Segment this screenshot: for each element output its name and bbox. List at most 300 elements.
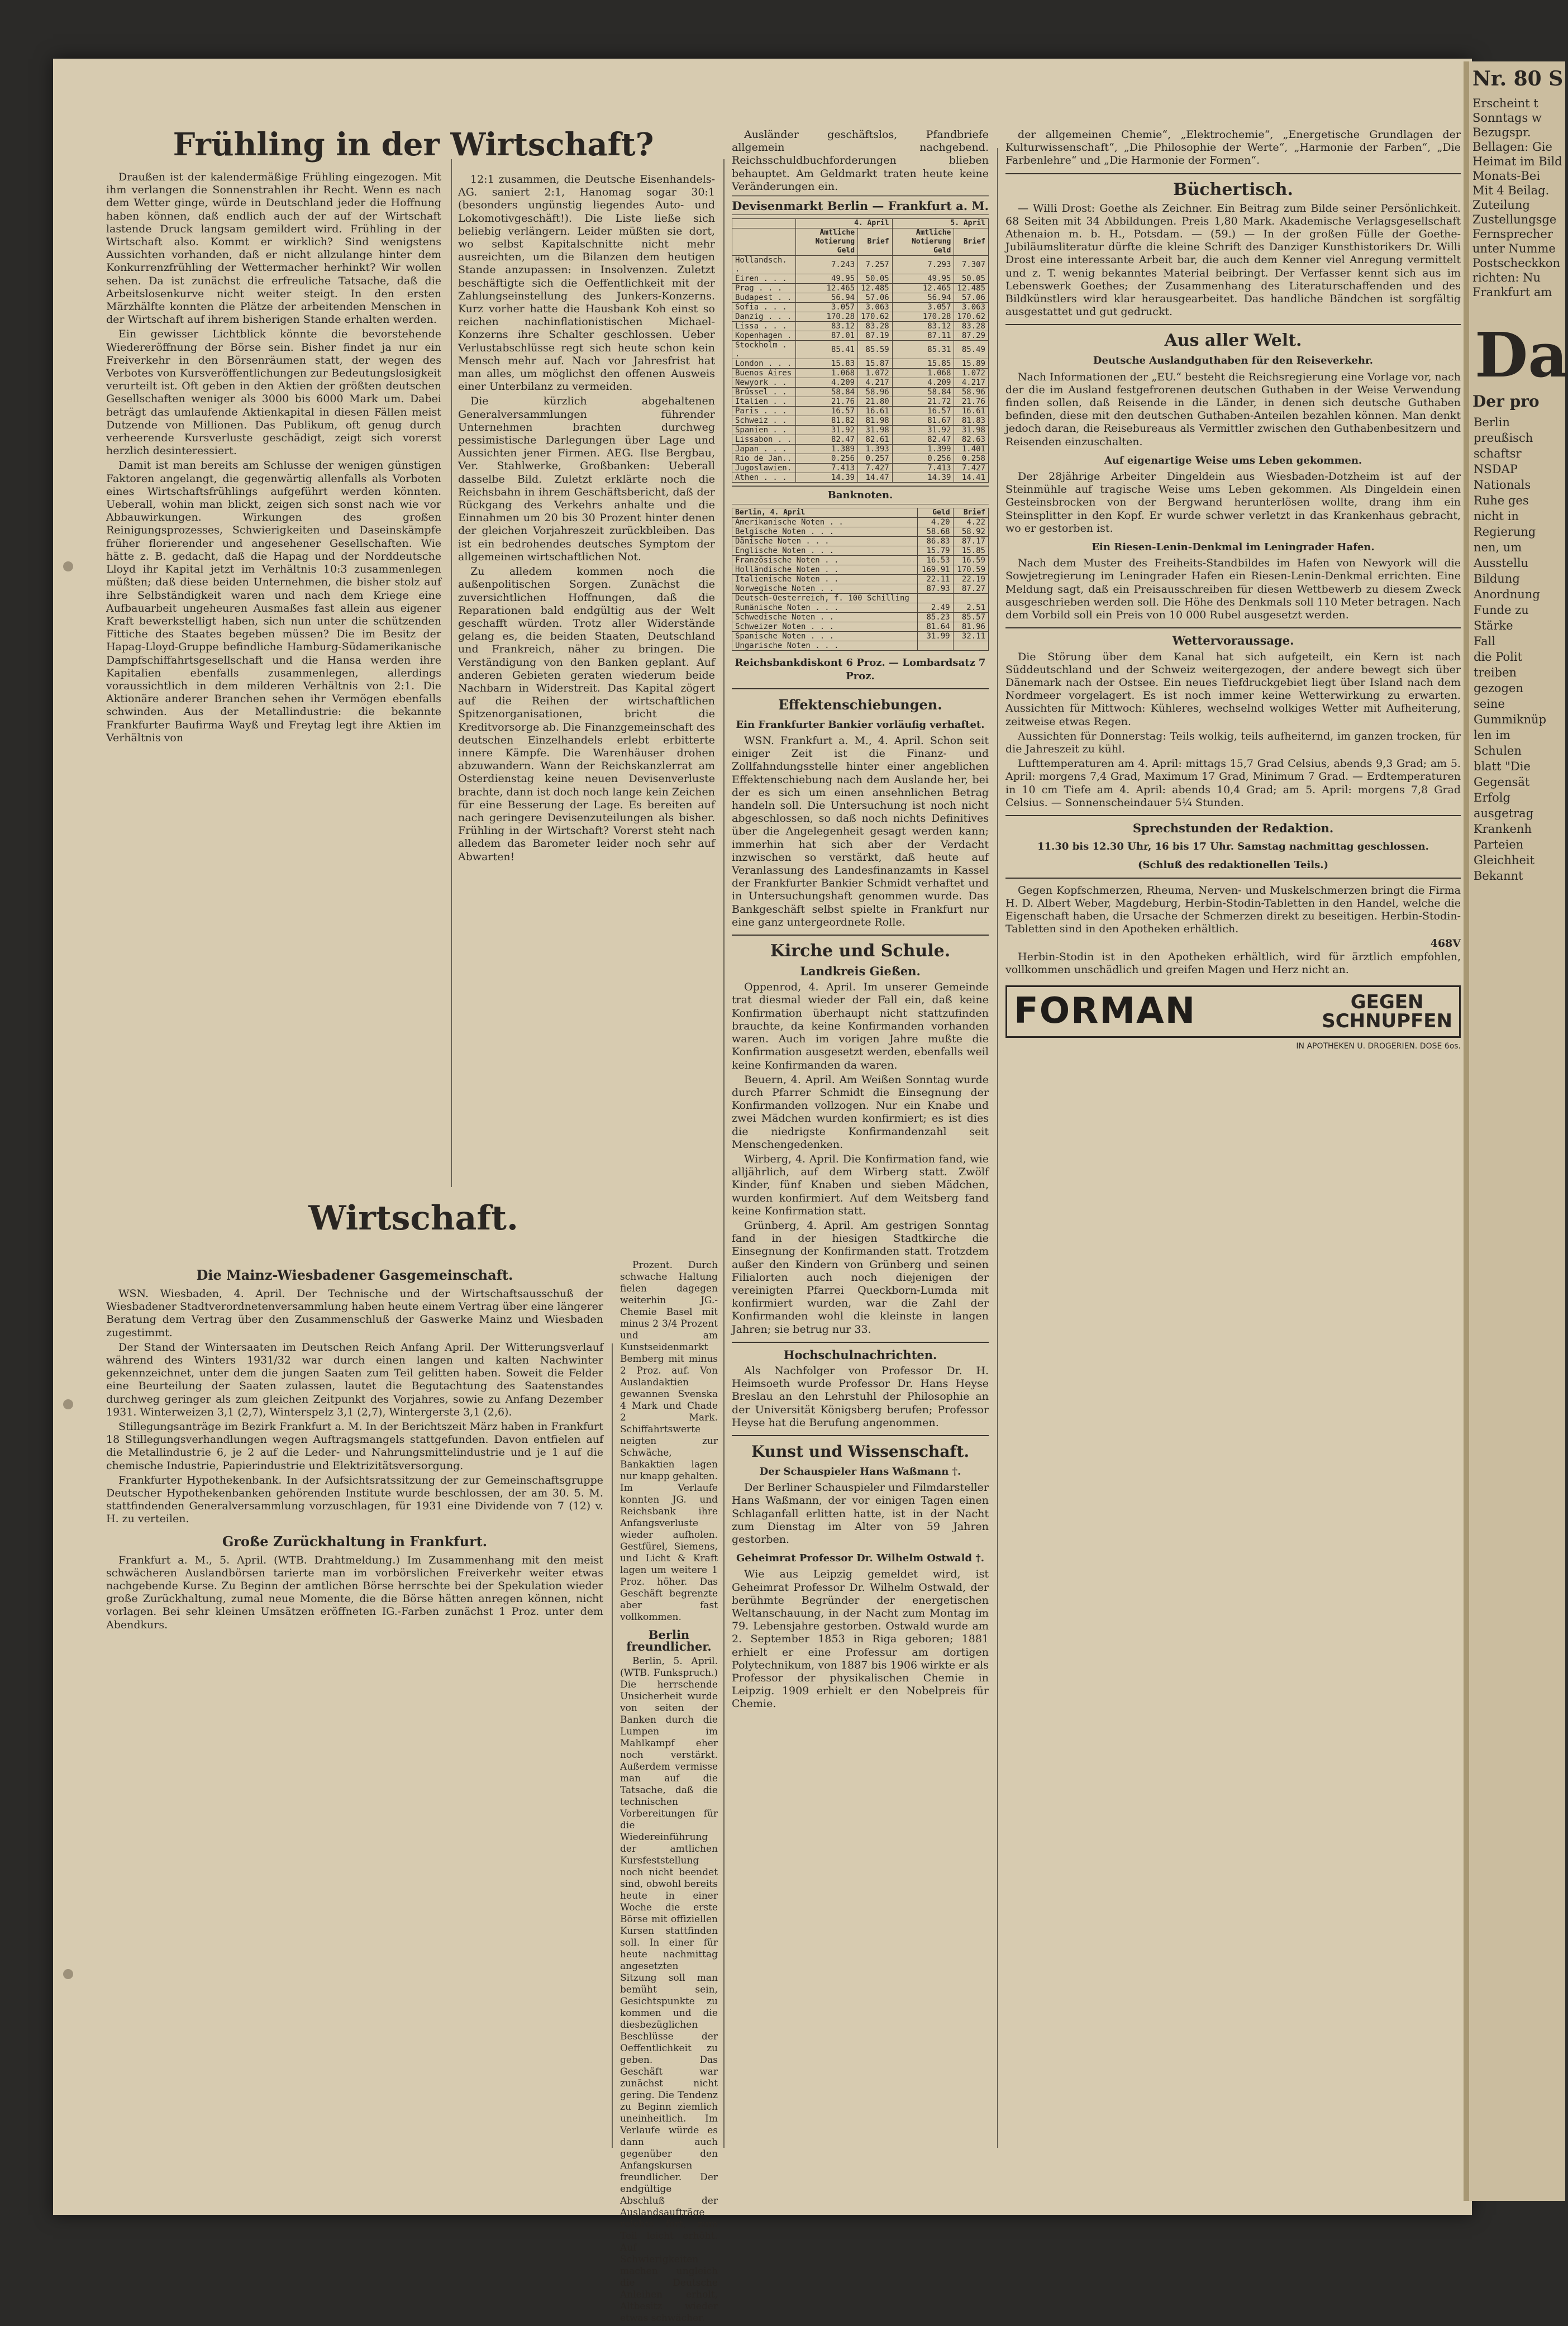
currency-label: Schweiz . . xyxy=(732,416,796,426)
banknoten-header: Berlin, 4. April xyxy=(732,508,918,518)
banknote-value: 32.11 xyxy=(953,632,988,641)
currency-label: Brüssel . . xyxy=(732,388,796,397)
rate-value: 16.57 xyxy=(892,407,954,416)
column-2 xyxy=(458,173,715,865)
banknoten-row xyxy=(732,632,989,641)
banknote-value: 22.19 xyxy=(953,575,988,584)
banknote-value: 87.93 xyxy=(918,584,953,594)
article-paragraph: Wie aus Leipzig gemeldet wird, ist Geheimrat Professor Dr. Wilhelm Ostwald, der berühmte Begründer der energetischen Weltanschauung, in der Nacht zum Montag im 79. Lebensjahre gestorben. Ostwald wurde am 2. September 1853 in Riga geboren; 1881 erhielt er eine Professur am dortigen Polytechnikum, von 1887 bis 1906 wirkte er als Professor der physikalischen Chemie in Leipzig. 1909 erhielt er den Nobelpreis für Chemie. xyxy=(732,1568,989,1710)
rate-value: 31.98 xyxy=(858,426,893,435)
rate-value: 1.389 xyxy=(796,445,858,454)
rate-value: 58.84 xyxy=(892,388,954,397)
adjacent-text-fragment: Gummiknüp xyxy=(1474,713,1547,726)
banknoten-row xyxy=(732,594,989,603)
subheadline-lenin: Ein Riesen-Lenin-Denkmal im Leningrader Hafen. xyxy=(1092,541,1375,554)
devisen-date: 4. April xyxy=(796,219,892,228)
rate-value: 50.05 xyxy=(858,274,893,284)
subheadline-eigenartig: Auf eigenartige Weise ums Leben gekommen. xyxy=(1104,454,1362,466)
rate-value: 21.80 xyxy=(858,397,893,407)
column-rule xyxy=(997,148,998,2148)
adjacent-header-line: Bezugspr. xyxy=(1472,126,1531,139)
adjacent-text-fragment: Krankenh xyxy=(1474,822,1532,836)
banknote-label: Spanische Noten . . . xyxy=(732,632,918,641)
rate-value: 85.31 xyxy=(892,341,954,359)
divider xyxy=(1005,324,1461,325)
article-paragraph: 12:1 zusammen, die Deutsche Eisenhandels-AG. saniert 2:1, Hanomag sogar 30:1 (besonders ungünstig liegendes Auto- und Lokomotivgeschäft!). Die Liste ließe sich beliebig verlängern. Leider müßten sie dort, wo selbst Kapitalschnitte nicht mehr ausreichten, um die Bilanzen dem heutigen Stande anzupassen: in Insolvenzen. Zuletzt beschäftigte sich die Oeffentlichkeit mit der Zahlungseinstellung des Junkers-Konzerns. Kurz vorher hatte die Hausbank Koh einst so reichen nachinflationistischen Michael-Konzerns ihre Schalter geschlossen. Ueber Verlustabschlüsse regt sich heute schon kein Mensch mehr auf. Nach vor Jahresfrist hat man alles, um möglichst den offenen Ausweis einer Unterbilanz zu vermeiden. xyxy=(458,173,715,393)
article-paragraph: Aussichten für Donnerstag: Teils wolkig, teils aufheiternd, im ganzen trocken, für die Jahreszeit zu kühl. xyxy=(1005,730,1461,755)
currency-label: Jugoslawien. xyxy=(732,464,796,473)
currency-label: Rio de Jan.. xyxy=(732,454,796,464)
banknoten-body xyxy=(732,518,989,651)
devisen-row xyxy=(732,341,989,359)
column-rule xyxy=(612,1343,613,2148)
forman-schnupfen: SCHNUPFEN xyxy=(1322,1009,1452,1032)
currency-label: Lissa . . . xyxy=(732,322,796,331)
rate-value: 58.84 xyxy=(796,388,858,397)
headline-kunst: Kunst und Wissenschaft. xyxy=(751,1442,970,1461)
rate-value: 21.76 xyxy=(954,397,989,407)
article-paragraph: WSN. Wiesbaden, 4. April. Der Technische und der Wirtschaftsausschuß der Wiesbadener Stadtverordnetenversammlung haben heute einem Vertrag über eine längerer Beratung dem Vertrag über den Zusammenschluß der Gaswerke Mainz und Wiesbaden zugestimmt. xyxy=(106,1288,603,1339)
banknoten-row xyxy=(732,603,989,613)
punch-hole xyxy=(63,1969,73,1979)
devisen-row xyxy=(732,303,989,312)
rate-value: 87.29 xyxy=(954,331,989,341)
headline-sprechstunden: Sprechstunden der Redaktion. xyxy=(1132,821,1334,835)
adjacent-text-fragment: Schulen xyxy=(1474,744,1522,757)
banknote-value: 58.92 xyxy=(953,527,988,537)
rate-value: 0.258 xyxy=(954,454,989,464)
adjacent-text-fragment: nen, um xyxy=(1474,541,1522,554)
banknoten-header: Geld xyxy=(918,508,953,518)
rate-value: 7.257 xyxy=(858,256,893,274)
devisen-table-title: Devisenmarkt Berlin — Frankfurt a. M. xyxy=(732,196,989,215)
banknote-value: 86.83 xyxy=(918,537,953,546)
adjacent-text-fragment: Gleichheit xyxy=(1474,854,1535,867)
adjacent-text-fragment: Erfolg xyxy=(1474,791,1510,804)
rate-value: 1.068 xyxy=(892,369,954,378)
rate-value: 85.59 xyxy=(858,341,893,359)
devisen-row xyxy=(732,407,989,416)
adjacent-header-line: Heimat im Bild xyxy=(1472,155,1562,168)
column-3 xyxy=(620,1260,718,2326)
devisen-date: 5. April xyxy=(892,219,988,228)
reichsbankdiskont: Reichsbankdiskont 6 Proz. — Lombardsatz 7 Proz. xyxy=(735,657,986,682)
adjacent-header-line: Sonntags w xyxy=(1472,111,1542,125)
adjacent-text-fragments xyxy=(1469,414,1565,884)
article-paragraph: Nach dem Muster des Freiheits-Standbildes im Hafen von Newyork will die Sowjetregierung im Leningrader Hafen ein Riesen-Lenin-Denkmal errichten. Eine Meldung sagt, daß ein Preisausschreiben für diesen Wettbewerb zu diesem Zweck ausgeschrieben werden soll. Die Höhe des Denkmals soll 110 Meter betragen. Nach dem Vorbild soll ein Preis von 10 000 Rubel ausgesetzt werden. xyxy=(1005,557,1461,622)
adjacent-text-fragment: Bekannt xyxy=(1474,869,1523,883)
article-paragraph: Beuern, 4. April. Am Weißen Sonntag wurde durch Pfarrer Schmidt die Einsegnung der Konfirmanden vollzogen. Nur ein Knabe und zwei Mädchen wurden konfirmiert; es ist dies die niedrigste Konfirmandenzahl seit Menschengedenken. xyxy=(732,1073,989,1151)
adjacent-headline: Da xyxy=(1475,319,1568,391)
devisen-row xyxy=(732,397,989,407)
rate-value: 58.96 xyxy=(954,388,989,397)
banknote-value: 85.57 xyxy=(953,613,988,622)
rate-value: 15.83 xyxy=(796,359,858,369)
rate-value: 4.217 xyxy=(954,378,989,388)
section-heading-wirtschaft: Wirtschaft. xyxy=(308,1199,518,1238)
rate-value: 15.89 xyxy=(954,359,989,369)
rate-value: 83.12 xyxy=(892,322,954,331)
rate-value: 1.068 xyxy=(796,369,858,378)
devisen-row xyxy=(732,473,989,483)
rate-value: 56.94 xyxy=(892,293,954,303)
rate-value: 31.92 xyxy=(796,426,858,435)
adjacent-text-fragment: Fall xyxy=(1474,635,1496,648)
rate-value: 7.293 xyxy=(892,256,954,274)
adjacent-text-fragment: Gegensät xyxy=(1474,775,1530,789)
rate-value: 81.82 xyxy=(796,416,858,426)
currency-label: Paris . . . xyxy=(732,407,796,416)
banknote-value: 87.17 xyxy=(953,537,988,546)
article-paragraph: Der 28jährige Arbeiter Dingeldein aus Wiesbaden-Dotzheim ist auf der Steinmühle auf tragische Weise ums Leben gekommen. Als Dingeldein einen Gesteinsbrocken von der Bergwand herunterlösen wollte, drang ihm ein Steinsplitter in den Kopf. Er wurde schwer verletzt in das Krankenhaus gebracht, wo er gestorben ist. xyxy=(1005,470,1461,535)
newspaper-page xyxy=(53,59,1472,2324)
advert-code: 468V xyxy=(1430,937,1461,950)
rate-value: 3.057 xyxy=(796,303,858,312)
currency-label: Sofia . . . xyxy=(732,303,796,312)
devisen-subheader: Amtliche Notierung Geld xyxy=(892,228,954,256)
currency-label: London . . . xyxy=(732,359,796,369)
headline-gasgemeinschaft: Die Mainz-Wiesbadener Gasgemeinschaft. xyxy=(196,1267,513,1283)
banknoten-row xyxy=(732,537,989,546)
rate-value: 4.217 xyxy=(858,378,893,388)
banknote-value: 16.53 xyxy=(918,556,953,565)
banknote-label: Italienische Noten . . xyxy=(732,575,918,584)
banknote-label: Dänische Noten . . . xyxy=(732,537,918,546)
banknote-value: 170.59 xyxy=(953,565,988,575)
adjacent-text-fragment: preußisch xyxy=(1474,431,1533,445)
rate-value: 81.67 xyxy=(892,416,954,426)
adjacent-text-fragment: Parteien xyxy=(1474,838,1524,851)
headline-buechertisch: Büchertisch. xyxy=(1173,179,1293,199)
divider xyxy=(1005,878,1461,879)
article-paragraph: WSN. Frankfurt a. M., 4. April. Schon seit einiger Zeit ist die Finanz- und Zollfahndungsstelle hinter einer angeblichen Effektenschiebung nach dem Auslande her, bei der es sich um einen ansehnlichen Betrag handeln soll. Die Untersuchung ist noch nicht abgeschlossen, so daß noch nichts Definitives über die Angelegenheit gesagt werden kann; immerhin hat sich aber der Verdacht inzwischen so verstärkt, daß heute auf Veranlassung des Landesfinanzamts in Kassel der Frankfurter Bankier Schmidt verhaftet und in Untersuchungshaft genommen wurde. Das Bankgeschäft selbst spielte in Frankfurt nur eine ganz untergeordnete Rolle. xyxy=(732,735,989,928)
devisen-row xyxy=(732,293,989,303)
rate-value: 1.072 xyxy=(954,369,989,378)
banknoten-table xyxy=(732,508,989,651)
article-paragraph: Die kürzlich abgehaltenen Generalversammlungen führender Unternehmen brachten durchweg pessimistische Darlegungen über Lage und Aussichten jener Firmen. AEG. Ilse Bergbau, Ver. Stahlwerke, Großbanken: Ueberall dasselbe Bild. Zuletzt erklärte noch die Reichsbahn in ihrem Geschäftsbericht, daß der Rückgang des Verkehrs anhalte und die Einnahmen um 20 bis 30 Prozent hinter denen der gleichen Vorjahreszeit zurückbleiben. Das ist ein bedrohendes deutsches Symptom der allgemeinen wirtschaftlichen Not. xyxy=(458,395,715,563)
devisen-row xyxy=(732,359,989,369)
subheadline-wassmann: Der Schauspieler Hans Waßmann †. xyxy=(759,1465,961,1477)
adjacent-text-fragment: Stärke xyxy=(1474,619,1513,632)
rate-value: 3.063 xyxy=(954,303,989,312)
banknote-value: 22.11 xyxy=(918,575,953,584)
advert-text: Herbin-Stodin ist in den Apotheken erhältlich, wird für ärztlich empfohlen, vollkommen unschädlich und greifen Magen und Herz nicht an. xyxy=(1005,950,1461,976)
rate-value: 82.47 xyxy=(892,435,954,445)
banknote-label: Schwedische Noten . . xyxy=(732,613,918,622)
headline-effekten: Effektenschiebungen. xyxy=(778,696,942,713)
banknoten-row xyxy=(732,622,989,632)
banknote-value: 81.64 xyxy=(918,622,953,632)
divider xyxy=(1005,627,1461,628)
adjacent-text-fragment: Nationals xyxy=(1474,478,1531,492)
subheadline-auslandguthaben: Deutsche Auslandguthaben für den Reiseverkehr. xyxy=(1093,355,1374,367)
headline-kirche: Kirche und Schule. xyxy=(770,941,951,961)
rate-value: 87.19 xyxy=(858,331,893,341)
rate-value: 7.427 xyxy=(954,464,989,473)
rate-value: 31.98 xyxy=(954,426,989,435)
rate-value: 3.063 xyxy=(858,303,893,312)
banknote-label: Belgische Noten . . . xyxy=(732,527,918,537)
rate-value: 31.92 xyxy=(892,426,954,435)
banknote-label: Ungarische Noten . . . xyxy=(732,641,918,651)
article-paragraph: Draußen ist der kalendermäßige Frühling eingezogen. Mit ihm verlangen die Sonnenstrahlen ihr Recht. Wenn es nach dem Wetter ginge, würde in Deutschland jeder die Hoffnung haben können, daß endlich auch der auf der Wirtschaft lastende Druck langsam gemildert wird. Frühling in der Wirtschaft also. Kommt er wirklich? Sind wenigstens Aussichten vorhanden, daß er nicht allzulange hinter dem Konkurrenzfrühling der Wettermacher herhinkt? Wir wollen sehen. Da ist zunächst die erfreuliche Tatsache, daß die Arbeitslosenkurve nicht weiter steigt. In den ersten Märzhälfte konnten die Plätze der arbeitenden Menschen in der Wirtschaft auf ihrem bisherigen Stande erhalten werden. xyxy=(106,171,441,326)
adjacent-text-fragment: Funde zu xyxy=(1474,603,1529,617)
rate-value: 81.83 xyxy=(954,416,989,426)
article-paragraph: Zu alledem kommen noch die außenpolitischen Sorgen. Zunächst die zuversichtlichen Hoffnungen, daß die Reparationen bald endgültig aus der Welt geschafft würden. Trotz aller Widerstände gelang es, die beiden Staaten, Deutschland und Frankreich, näher zu bringen. Die Verständigung von den Banken geplant. Auf anderen Gebieten geraten wiederum beide Nachbarn in Widerstreit. Das Kapital zögert auf die Reihen der wirtschaftlichen Spitzenorganisationen, bricht die Kreditvorsorge ab. Die Finanzgemeinschaft des deutschen Einzelhandels erlebt erbitterte innere Kämpfe. Die Warenhäuser drohen abzuwandern. Wann der Reichskanzlerrat am Osterdienstag keine neuen Devisenverluste brachte, dann ist doch noch lange kein Zeichen für eine Besserung der Lage. Es bereiten auf nach geringere Devisenzuteilungen als bisher. Frühling in der Wirtschaft? Vorerst steht nach alledem das Barometer leider noch sehr auf Abwarten! xyxy=(458,565,715,863)
adjacent-text-fragment: ausgetrag xyxy=(1474,807,1534,820)
banknote-label: Deutsch-Oesterreich, f. 100 Schilling xyxy=(732,594,918,603)
devisen-row xyxy=(732,256,989,274)
adjacent-header-line: Postscheckkon xyxy=(1472,256,1561,270)
adjacent-text-fragment: Ruhe ges xyxy=(1474,494,1529,507)
devisen-row xyxy=(732,322,989,331)
devisen-row xyxy=(732,416,989,426)
headline-zurueckhaltung: Große Zurückhaltung in Frankfurt. xyxy=(222,1533,488,1550)
rate-value: 1.399 xyxy=(892,445,954,454)
rate-value: 170.28 xyxy=(796,312,858,322)
rate-value: 15.87 xyxy=(858,359,893,369)
rate-value: 12.485 xyxy=(954,284,989,293)
adjacent-header-line: Zuteilung xyxy=(1472,198,1530,212)
article-paragraph: Oppenrod, 4. April. Im unserer Gemeinde trat diesmal wieder der Fall ein, daß keine Konfirmation überhaupt nicht stattzufinden brauchte, da keine Konfirmanden vorhanden waren. Auch im vorigen Jahre mußte die Konfirmation ausgesetzt werden, ebenfalls weil keine Konfirmanden da waren. xyxy=(732,981,989,1071)
devisen-row xyxy=(732,331,989,341)
devisen-subheader: Amtliche Notierung Geld xyxy=(796,228,858,256)
rate-value: 85.49 xyxy=(954,341,989,359)
currency-label: Buenos Aires xyxy=(732,369,796,378)
adjacent-header-lines xyxy=(1469,96,1565,299)
currency-label: Newyork . . xyxy=(732,378,796,388)
currency-label: Athen . . . xyxy=(732,473,796,483)
devisen-row xyxy=(732,284,989,293)
banknote-value xyxy=(953,641,988,651)
rate-value: 21.72 xyxy=(892,397,954,407)
devisen-row xyxy=(732,378,989,388)
advert-text: Gegen Kopfschmerzen, Rheuma, Nerven- und Muskelschmerzen bringt die Firma H. D. Albert Weber, Magdeburg, Herbin-Stodin-Tabletten in den Handel, welche die Eigenschaft haben, die Ursache der Schmerzen direkt zu beseitigen. Herbin-Stodin-Tabletten sind in den Apotheken erhältlich. xyxy=(1005,884,1461,936)
banknoten-title: Banknoten. xyxy=(732,485,989,504)
currency-label: Japan . . . xyxy=(732,445,796,454)
currency-label: Prag . . . xyxy=(732,284,796,293)
adjacent-header-line: Zustellungsge xyxy=(1472,213,1557,226)
article-paragraph: Der Stand der Wintersaaten im Deutschen Reich Anfang April. Der Witterungsverlauf während des Winters 1931/32 war durch einen langen und kalten Nachwinter gekennzeichnet, unter dem die jungen Saaten zum Teil gelitten haben. Soweit die Felder eine Beurteilung der Saaten zulassen, lautet die Begutachtung des Saatenstandes durchweg geringer als zum gleichen Zeitpunkt des Vorjahres, sowie zu Anfang Dezember 1931. Winterweizen 3,1 (2,7), Winterspelz 3,1 (2,7), Wintergerste 3,1 (2,6). xyxy=(106,1341,603,1418)
adjacent-text-fragment: gezogen xyxy=(1474,681,1523,695)
rate-value: 82.63 xyxy=(954,435,989,445)
banknote-value: 31.99 xyxy=(918,632,953,641)
banknote-label: Schweizer Noten . . . xyxy=(732,622,918,632)
rate-value: 14.41 xyxy=(954,473,989,483)
banknoten-row xyxy=(732,556,989,565)
adjacent-text-fragment: seine xyxy=(1474,697,1505,711)
currency-label: Hollandsch. . xyxy=(732,256,796,274)
rate-value: 0.257 xyxy=(858,454,893,464)
banknoten-header: Brief xyxy=(953,508,988,518)
rate-value: 1.393 xyxy=(858,445,893,454)
banknote-value: 15.85 xyxy=(953,546,988,556)
banknote-label: Englische Noten . . . xyxy=(732,546,918,556)
adjacent-header-line: Frankfurt am xyxy=(1472,285,1552,299)
divider xyxy=(732,935,989,936)
currency-label: Kopenhagen . xyxy=(732,331,796,341)
adjacent-text-fragment: treiben xyxy=(1474,666,1517,679)
rate-value: 12.485 xyxy=(858,284,893,293)
headline-aus-aller-welt: Aus aller Welt. xyxy=(1164,331,1302,351)
forman-small-print: IN APOTHEKEN U. DROGERIEN. DOSE 6os. xyxy=(1296,1041,1461,1051)
adjacent-text-fragment: Anordnung xyxy=(1474,588,1540,601)
adjacent-text-fragment: nicht in xyxy=(1474,509,1519,523)
rate-value: 21.76 xyxy=(796,397,858,407)
adjacent-header-line: Mit 4 Beilag. xyxy=(1472,184,1550,197)
lead-headline: Frühling in der Wirtschaft? xyxy=(173,126,654,163)
article-paragraph: Frankfurt a. M., 5. April. (WTB. Drahtmeldung.) Im Zusammenhang mit den meist schwächeren Auslandbörsen tarierte man im vorbörslichen Freiverkehr weiter etwas nachgebende Kurse. Zu Beginn der amtlichen Börse herrschte bei der Spekulation wieder große Zurückhaltung, zumal neue Momente, die die Börse hätten anregen können, nicht vorlagen. Bei sehr kleinen Umsätzen eröffneten IG.-Farben zunächst 1 Proz. unter dem Abendkurs. xyxy=(106,1553,603,1631)
devisen-row xyxy=(732,464,989,473)
rate-value: 7.413 xyxy=(796,464,858,473)
banknote-value xyxy=(918,594,953,603)
article-paragraph: Als Nachfolger von Professor Dr. H. Heimsoeth wurde Professor Dr. Hans Heyse Breslau an den Lehrstuhl der Philosophie an der Universität Königsberg berufen; Professor Heyse hat die Berufung angenommen. xyxy=(732,1364,989,1429)
headline-wetter: Wettervoraussage. xyxy=(1172,633,1294,648)
currency-label: Italien . . xyxy=(732,397,796,407)
rate-value: 0.256 xyxy=(796,454,858,464)
headline-hochschul: Hochschulnachrichten. xyxy=(783,1347,937,1362)
rate-value: 58.96 xyxy=(858,388,893,397)
adjacent-header-line: unter Numme xyxy=(1472,242,1556,255)
rate-value: 16.61 xyxy=(858,407,893,416)
banknote-label: Amerikanische Noten . . xyxy=(732,518,918,527)
rate-value: 4.209 xyxy=(796,378,858,388)
devisen-row xyxy=(732,274,989,284)
rate-value: 15.85 xyxy=(892,359,954,369)
banknoten-row xyxy=(732,518,989,527)
currency-label: Danzig . . . xyxy=(732,312,796,322)
banknote-value: 81.96 xyxy=(953,622,988,632)
column-rule xyxy=(451,159,452,1187)
column-5 xyxy=(1005,128,1461,1053)
rate-value: 14.39 xyxy=(796,473,858,483)
banknote-value: 4.20 xyxy=(918,518,953,527)
adjacent-text-fragment: blatt "Die xyxy=(1474,760,1531,773)
banknoten-row xyxy=(732,527,989,537)
rate-value: 83.12 xyxy=(796,322,858,331)
rate-value: 87.11 xyxy=(892,331,954,341)
rate-value: 12.465 xyxy=(796,284,858,293)
adjacent-page-edge xyxy=(1464,61,1568,2201)
banknote-value: 15.79 xyxy=(918,546,953,556)
devisen-row xyxy=(732,435,989,445)
currency-label: Lissabon . . xyxy=(732,435,796,445)
divider xyxy=(732,688,989,689)
sprechstunden-text: 11.30 bis 12.30 Uhr, 16 bis 17 Uhr. Samstag nachmittag geschlossen. xyxy=(1037,841,1429,853)
rate-value: 14.39 xyxy=(892,473,954,483)
devisen-row xyxy=(732,369,989,378)
rate-value: 81.98 xyxy=(858,416,893,426)
rate-value: 7.243 xyxy=(796,256,858,274)
adjacent-text-fragment: Regierung xyxy=(1474,525,1536,538)
article-paragraph: Ein gewisser Lichtblick könnte die bevorstehende Wiedereröffnung der Börse sein. Bisher findet ja nur ein Freiverkehr in den Börsenräumen statt, der wegen des Verbotes von Kursveröffentlichungen zur Bedeutungslosigkeit verurteilt ist. Oft geben in den Aktien der größten deutschen Gesellschaften weniger als 3000 bis 6000 Mark um. Dabei beträgt das umlaufende Aktienkapital in diesen Fällen meist Dutzende von Millionen. Das Publikum, oft genug durch verheerende Kursverluste geschädigt, zeigt sich vorerst herzlich desinteressiert. xyxy=(106,328,441,457)
banknote-value: 4.22 xyxy=(953,518,988,527)
adjacent-header-line: Erscheint t xyxy=(1472,97,1538,110)
rate-value: 82.47 xyxy=(796,435,858,445)
subheadline-effekten: Ein Frankfurter Bankier vorläufig verhaftet. xyxy=(736,718,985,731)
divider xyxy=(1005,173,1461,174)
article-paragraph: Der Berliner Schauspieler und Filmdarsteller Hans Waßmann, der vor einigen Tagen einen Schlaganfall erlitten hatte, ist in der Nacht zum Dienstag im Alter von 59 Jahren gestorben. xyxy=(732,1481,989,1546)
article-paragraph: Wirberg, 4. April. Die Konfirmation fand, wie alljährlich, auf dem Wirberg statt. Zwölf Kinder, fünf Knaben und sieben Mädchen, wurden konfirmiert. Auf dem Weitsberg fand keine Konfirmation statt. xyxy=(732,1152,989,1217)
banknote-value: 2.49 xyxy=(918,603,953,613)
article-paragraph: Frankfurter Hypothekenbank. In der Aufsichtsratssitzung der zur Gemeinschaftsgruppe Deutscher Hypothekenbanken gehörenden Institute wurde beschlossen, der am 30. 5. M. stattfindenden Generalversammlung vorzuschlagen, für 1931 eine Dividende von 7 (12) v. H. zu verteilen. xyxy=(106,1474,603,1526)
punch-hole xyxy=(63,1399,73,1409)
banknoten-row xyxy=(732,613,989,622)
wirtschaft-section xyxy=(106,1198,721,1243)
rate-value: 16.61 xyxy=(954,407,989,416)
adjacent-text-fragment: Ausstellu xyxy=(1474,556,1529,570)
devisen-row xyxy=(732,426,989,435)
article-paragraph: Die Störung über dem Kanal hat sich aufgeteilt, ein Kern ist nach Süddeutschland und der Schweiz weitergezogen, der andere bewegt sich über Dänemark nach der Ostsee. Ein neues Tiefdruckgebiet liegt über Island nach dem Nordmeer vorgelagert. Es ist noch immer keine Wetterwirkung zu erwarten. Aussichten für Mittwoch: Kühleres, wechselnd wolkiges Wetter mit Aufheiterung, zeitweise etwas Regen. xyxy=(1005,650,1461,728)
forman-gegen: GEGEN xyxy=(1350,990,1424,1013)
adjacent-text-fragment: Berlin xyxy=(1474,416,1510,429)
banknote-value: 2.51 xyxy=(953,603,988,613)
article-paragraph: Ausländer geschäftslos, Pfandbriefe allgemein nachgebend. Reichsschuldbuchforderungen blieben behauptet. Am Geldmarkt traten heute keine Veränderungen ein. xyxy=(732,128,989,193)
adjacent-header-line: richten: Nu xyxy=(1472,271,1541,284)
rate-value: 85.41 xyxy=(796,341,858,359)
adjacent-header-line: Monats-Bei xyxy=(1472,169,1541,183)
rate-value: 56.94 xyxy=(796,293,858,303)
rate-value: 170.62 xyxy=(858,312,893,322)
rate-value: 7.307 xyxy=(954,256,989,274)
adjacent-text-fragment: NSDAP xyxy=(1474,463,1518,476)
rate-value: 1.072 xyxy=(858,369,893,378)
rate-value: 12.465 xyxy=(892,284,954,293)
devisen-body xyxy=(732,256,989,483)
rate-value: 82.61 xyxy=(858,435,893,445)
rate-value: 3.057 xyxy=(892,303,954,312)
banknote-value xyxy=(953,594,988,603)
rate-value: 50.05 xyxy=(954,274,989,284)
banknoten-row xyxy=(732,565,989,575)
devisen-table xyxy=(732,218,989,483)
rate-value: 7.427 xyxy=(858,464,893,473)
rate-value: 14.47 xyxy=(858,473,893,483)
divider xyxy=(732,1342,989,1343)
rate-value: 49.95 xyxy=(796,274,858,284)
banknote-value: 169.91 xyxy=(918,565,953,575)
forman-tagline xyxy=(1322,990,1452,1032)
banknote-value: 85.23 xyxy=(918,613,953,622)
devisen-row xyxy=(732,388,989,397)
rate-value: 83.28 xyxy=(954,322,989,331)
banknoten-row xyxy=(732,575,989,584)
devisen-row xyxy=(732,454,989,464)
article-paragraph: der allgemeinen Chemie“, „Elektrochemie“, „Energetische Grundlagen der Kulturwissenschaft“, „Die Philosophie der Werte“, „Harmonie der Farben“, „Die Farbenlehre“ und „Die Harmonie der Formen“. xyxy=(1005,128,1461,167)
article-paragraph: Grünberg, 4. April. Am gestrigen Sonntag fand in der hiesigen Stadtkirche die Einsegnung der Konfirmanden statt. Trotzdem außer den Kindern von Grünberg und seinen Filialorten auch noch diejenigen der vereinigten Pfarrei Queckborn-Lumda mit konfirmiert wurden, war die Zahl der Konfirmanden wohl die kleinste in langen Jahren; sie betrug nur 33. xyxy=(732,1219,989,1336)
adjacent-header-line: Fernsprecher xyxy=(1472,227,1553,241)
rate-value: 170.62 xyxy=(954,312,989,322)
rate-value: 87.01 xyxy=(796,331,858,341)
article-paragraph: Damit ist man bereits am Schlusse der wenigen günstigen Faktoren angelangt, die gegenwärtig allenfalls als Vorboten eines Wirtschaftsfrühlings aufgeführt werden könnten. Ueberall, wohin man blickt, zeigen sich sonst nach wie vor Abbauwirkungen. Wirkungen des großen Reinigungsprozesses, Schwierigkeiten und Daseinskämpfe früher florierender und angesehener Gesellschaften. Wie hätte z. B. gedacht, daß die Hapag und der Norddeutsche Lloyd ihr Kapital jetzt im Verhältnis 10:3 zusammenlegen müßten; daß diese beiden Unternehmen, die bisher stolz auf ihre Selbständigkeit waren und nach dem Kriege eine Aufbauarbeit ungeheuren Ausmaßes fast allein aus eigener Kraft bewerkstelligt haben, sich nun unter die schützenden Fittiche des Staates begeben müssen? Die im Besitz der Hapag-Lloyd-Gruppe befindliche Hamburg-Südamerikanische Dampfschiffahrtsgesellschaft und die Hansa werden ihre Kapitalien ebenfalls zusammenlegen, allerdings voraussichtlich in dem milderen Verhältnis von 2:1. Die Aktionäre anderer Branchen sehen ihr Vermögen ebenfalls schwinden. Aus der Metallindustrie: die bekannte Frankfurter Baufirma Wayß und Freytag legt ihre Aktien im Verhältnis von xyxy=(106,459,441,744)
banknote-label: Französische Noten . . xyxy=(732,556,918,565)
rate-value: 7.413 xyxy=(892,464,954,473)
currency-label: Eiren . . . xyxy=(732,274,796,284)
banknote-value: 16.59 xyxy=(953,556,988,565)
article-paragraph: Nach Informationen der „EU.“ besteht die Reichsregierung eine Vorlage vor, nach der die im Ausland festgefrorenen deutschen Guthaben in der Weise Verwendung finden sollen, daß Reisende in die Länder, in denen sich deutsche Guthaben befinden, diese mit den deutschen Guthaben-Anteilen bezahlen können. Man denkt jedoch daran, die Reisebureaus als Vermittler zwischen den Guthabenbesitzern und Reisenden einzuschalten. xyxy=(1005,370,1461,448)
banknoten-row xyxy=(732,584,989,594)
subheadline-ostwald: Geheimrat Professor Dr. Wilhelm Ostwald †. xyxy=(736,1552,985,1565)
article-paragraph: — Willi Drost: Goethe als Zeichner. Ein Beitrag zum Bilde seiner Persönlichkeit. 68 Seiten mit 34 Abbildungen. Preis 1,80 Mark. Akademische Verlagsgesellschaft Athenaion m. b. H., Potsdam. — (59.) — In der großen Fülle der Goethe-Jubiläumsliteratur dürfte die kleine Schrift des Danziger Kunsthistorikers Dr. Willi Drost eine interessante Arbeit bar, die auch dem Kenner viel Anregung vermittelt und z. T. wenig bekanntes Material beibringt. Der Verfasser kennt sich aus im Lebenswerk Goethes; der Zusammenhang des Literaturschaffenden und des Bildkünstlers wird klar herausgearbeitet. Das handliche Bändchen ist sorgfältig ausgestattet und gut gedruckt. xyxy=(1005,202,1461,318)
banknoten-row xyxy=(732,641,989,651)
rate-value: 4.209 xyxy=(892,378,954,388)
devisen-row xyxy=(732,312,989,322)
banknote-label: Holländische Noten . . xyxy=(732,565,918,575)
column-wirtschaft-left xyxy=(106,1260,603,1633)
rate-value: 49.95 xyxy=(892,274,954,284)
rate-value: 0.256 xyxy=(892,454,954,464)
rate-value: 170.28 xyxy=(892,312,954,322)
